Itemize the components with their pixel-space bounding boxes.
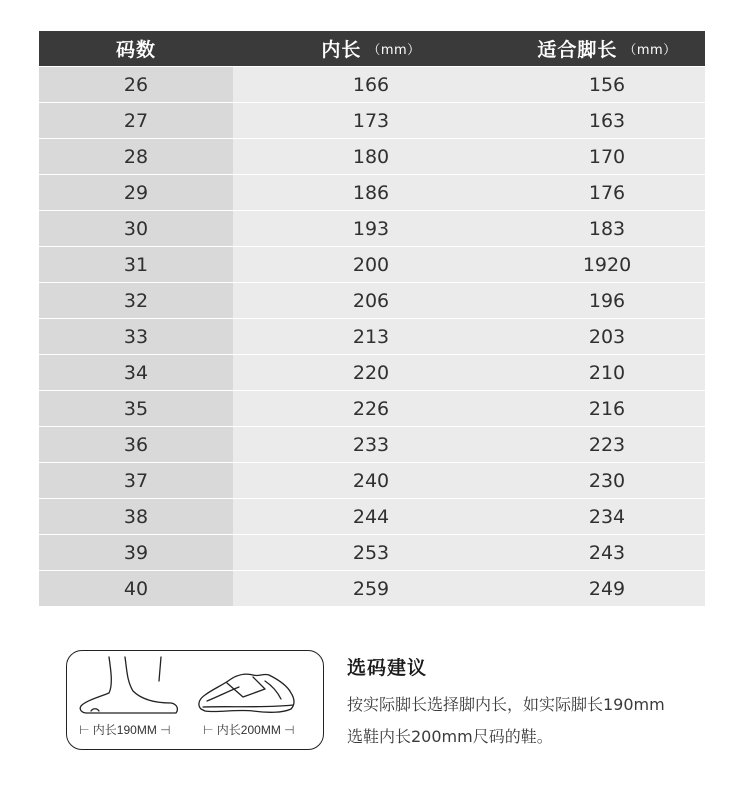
advice-line-1: 按实际脚长选择脚内长，如实际脚长190mm bbox=[347, 695, 665, 714]
table-row bbox=[39, 102, 705, 138]
table-row bbox=[39, 66, 705, 102]
shoe-caption-text: 内长200MM bbox=[216, 723, 281, 737]
header-foot-length-label: 适合脚长 bbox=[537, 39, 618, 61]
size-cell: 35 bbox=[39, 391, 233, 426]
foot-length-cell: 234 bbox=[509, 499, 705, 534]
foot-length-cell: 223 bbox=[509, 427, 705, 462]
header-foot-length bbox=[509, 31, 705, 66]
inner-length-cell: 220 bbox=[233, 355, 509, 390]
size-cell: 34 bbox=[39, 355, 233, 390]
foot-caption bbox=[79, 721, 171, 738]
size-cell: 37 bbox=[39, 463, 233, 498]
inner-length-cell: 240 bbox=[233, 463, 509, 498]
inner-length-cell: 166 bbox=[233, 67, 509, 102]
foot-length-cell: 230 bbox=[509, 463, 705, 498]
table-row bbox=[39, 318, 705, 354]
table-row bbox=[39, 174, 705, 210]
inner-length-cell: 233 bbox=[233, 427, 509, 462]
table-row bbox=[39, 246, 705, 282]
size-chart-table bbox=[39, 31, 705, 606]
foot-length-cell: 210 bbox=[509, 355, 705, 390]
foot-length-cell: 203 bbox=[509, 319, 705, 354]
table-row bbox=[39, 462, 705, 498]
size-cell: 39 bbox=[39, 535, 233, 570]
header-inner-length-unit: （mm） bbox=[367, 43, 421, 58]
size-cell: 27 bbox=[39, 103, 233, 138]
header-inner-length bbox=[233, 31, 509, 66]
size-cell: 32 bbox=[39, 283, 233, 318]
shoe-icon bbox=[199, 674, 294, 712]
table-body bbox=[39, 66, 705, 606]
header-size-label: 码数 bbox=[115, 39, 156, 61]
foot-length-cell: 156 bbox=[509, 67, 705, 102]
advice-line-2: 选鞋内长200mm尺码的鞋。 bbox=[347, 727, 553, 746]
size-cell: 28 bbox=[39, 139, 233, 174]
table-row bbox=[39, 570, 705, 606]
foot-length-cell: 163 bbox=[509, 103, 705, 138]
inner-length-cell: 206 bbox=[233, 283, 509, 318]
table-row bbox=[39, 138, 705, 174]
inner-length-cell: 253 bbox=[233, 535, 509, 570]
table-row bbox=[39, 498, 705, 534]
advice-text bbox=[347, 689, 727, 753]
foot-length-cell: 196 bbox=[509, 283, 705, 318]
table-header bbox=[39, 31, 705, 66]
size-cell: 29 bbox=[39, 175, 233, 210]
measure-tick-right-icon: ⊣ bbox=[160, 723, 171, 737]
inner-length-cell: 173 bbox=[233, 103, 509, 138]
foot-length-cell: 1920 bbox=[509, 247, 705, 282]
inner-length-cell: 213 bbox=[233, 319, 509, 354]
measure-tick-left-icon: ⊢ bbox=[79, 723, 90, 737]
shoe-caption bbox=[203, 721, 295, 738]
measure-tick-right-icon: ⊣ bbox=[284, 723, 295, 737]
foot-icon bbox=[80, 657, 177, 713]
size-cell: 30 bbox=[39, 211, 233, 246]
foot-length-cell: 216 bbox=[509, 391, 705, 426]
foot-length-cell: 243 bbox=[509, 535, 705, 570]
inner-length-cell: 186 bbox=[233, 175, 509, 210]
measure-tick-left-icon: ⊢ bbox=[203, 723, 214, 737]
inner-length-cell: 244 bbox=[233, 499, 509, 534]
foot-length-cell: 249 bbox=[509, 571, 705, 606]
inner-length-cell: 226 bbox=[233, 391, 509, 426]
inner-length-cell: 180 bbox=[233, 139, 509, 174]
header-foot-length-unit: （mm） bbox=[623, 43, 677, 58]
foot-caption-text: 内长190MM bbox=[92, 723, 157, 737]
size-cell: 40 bbox=[39, 571, 233, 606]
inner-length-cell: 200 bbox=[233, 247, 509, 282]
size-cell: 33 bbox=[39, 319, 233, 354]
foot-length-cell: 183 bbox=[509, 211, 705, 246]
advice-title: 选码建议 bbox=[347, 657, 428, 679]
table-row bbox=[39, 354, 705, 390]
header-inner-length-label: 内长 bbox=[321, 39, 362, 61]
table-row bbox=[39, 210, 705, 246]
measurement-illustration bbox=[66, 650, 324, 750]
header-size bbox=[39, 31, 233, 66]
table-row bbox=[39, 390, 705, 426]
table-row bbox=[39, 426, 705, 462]
foot-length-cell: 176 bbox=[509, 175, 705, 210]
size-cell: 31 bbox=[39, 247, 233, 282]
inner-length-cell: 193 bbox=[233, 211, 509, 246]
size-cell: 36 bbox=[39, 427, 233, 462]
table-row bbox=[39, 534, 705, 570]
size-cell: 26 bbox=[39, 67, 233, 102]
inner-length-cell: 259 bbox=[233, 571, 509, 606]
foot-length-cell: 170 bbox=[509, 139, 705, 174]
size-cell: 38 bbox=[39, 499, 233, 534]
table-row bbox=[39, 282, 705, 318]
